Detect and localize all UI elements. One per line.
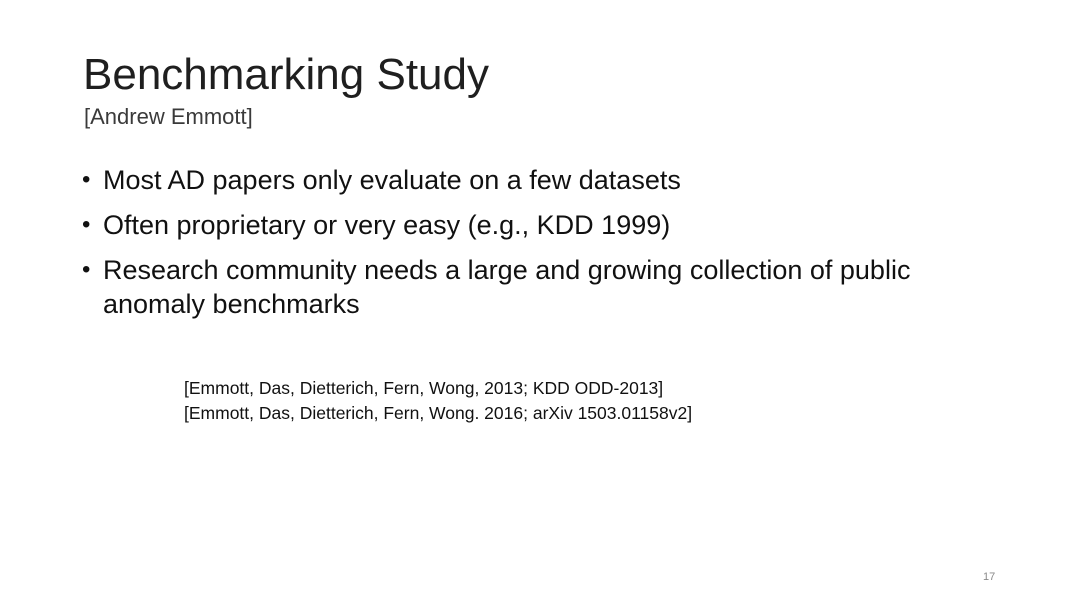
bullet-list (82, 163, 1002, 332)
bullet-text: Often proprietary or very easy (e.g., KDD 1999) (103, 210, 671, 240)
bullet-marker: • (82, 211, 91, 238)
reference-line: [Emmott, Das, Dietterich, Fern, Wong, 2013; KDD ODD-2013] (184, 378, 664, 398)
slide-title: Benchmarking Study (83, 50, 489, 99)
bullet-item (82, 208, 1002, 242)
bullet-item (82, 253, 1002, 321)
bullet-text: Most AD papers only evaluate on a few datasets (103, 165, 681, 195)
references (184, 376, 692, 426)
reference-line: [Emmott, Das, Dietterich, Fern, Wong. 2016; arXiv 1503.01158v2] (184, 403, 693, 423)
slide-subtitle: [Andrew Emmott] (84, 104, 253, 129)
bullet-text: Research community needs a large and growing collection of public anomaly benchmarks (103, 255, 911, 319)
bullet-item (82, 163, 1002, 197)
page-number: 17 (983, 571, 996, 583)
bullet-marker: • (82, 166, 91, 193)
bullet-marker: • (82, 256, 91, 283)
